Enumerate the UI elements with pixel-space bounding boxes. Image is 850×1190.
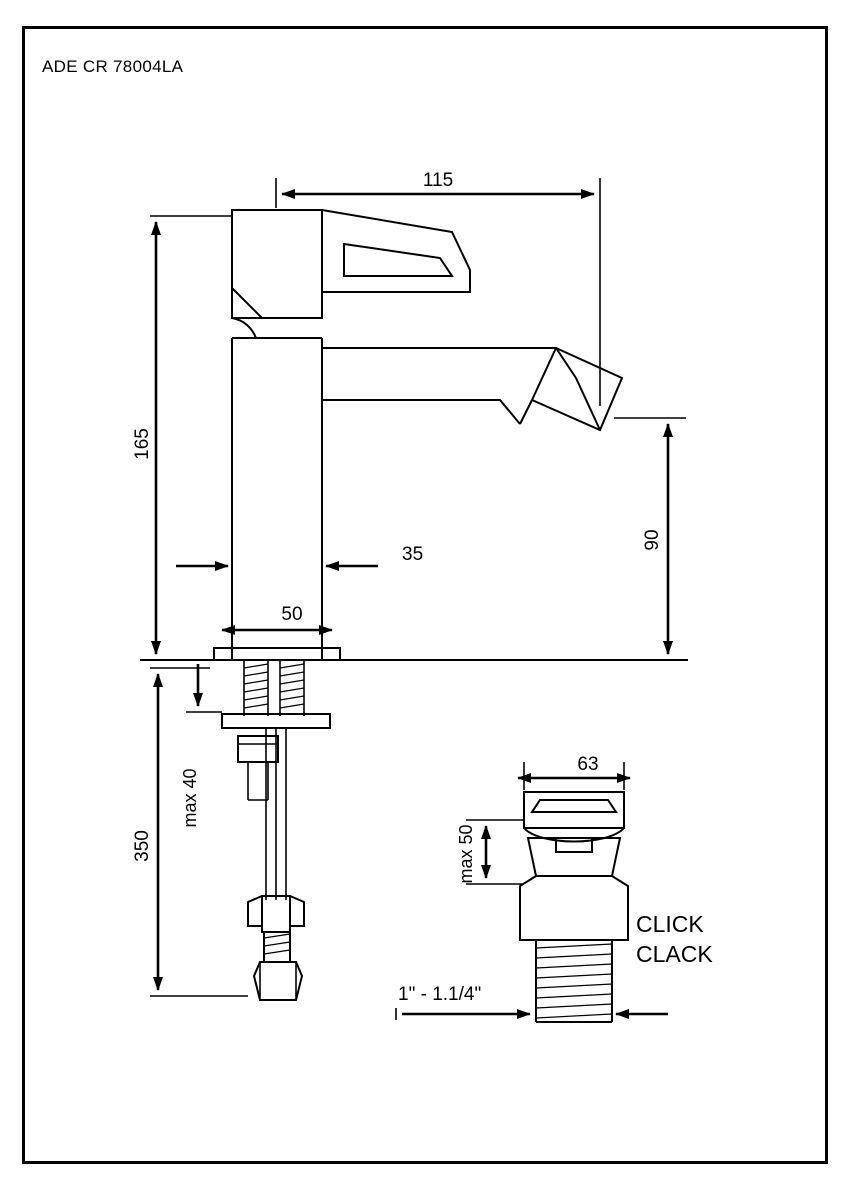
click-label: CLICK: [636, 911, 704, 937]
click-clack-annotation: [636, 911, 713, 967]
pop-up-waste-outline: [520, 792, 628, 1022]
dimension-total-length: [132, 668, 248, 996]
dimension-tap-height: [132, 216, 232, 654]
dimension-spout-reach: [276, 170, 600, 406]
dimension-spout-height: [614, 418, 686, 654]
dimension-label-50: 50: [281, 604, 303, 625]
dimension-waste-cap-diameter: [518, 754, 630, 790]
clack-label: CLACK: [636, 941, 713, 967]
dimension-label-90: 90: [642, 529, 663, 551]
dimension-label-35: 35: [402, 544, 424, 565]
dimension-waste-thread: [396, 984, 668, 1020]
dimension-label-max-40: max 40: [180, 768, 200, 828]
dimension-body-width: [222, 600, 332, 648]
tap-body-outline: [214, 210, 622, 660]
dimension-waste-max-height: [456, 820, 524, 884]
dimension-label-115: 115: [422, 170, 454, 191]
dimension-max-deck-thickness: [180, 664, 222, 828]
dimension-label-max-50: max 50: [456, 824, 476, 884]
dimension-label-350: 350: [132, 830, 153, 862]
page-title: ADE CR 78004LA: [42, 57, 184, 76]
tap-tails-assembly: [222, 660, 330, 1000]
dimension-label-thread: 1" - 1.1/4": [398, 984, 482, 1005]
dimension-label-63: 63: [577, 754, 599, 775]
dimension-label-165: 165: [132, 428, 153, 460]
dimension-body-depth: [176, 544, 423, 566]
